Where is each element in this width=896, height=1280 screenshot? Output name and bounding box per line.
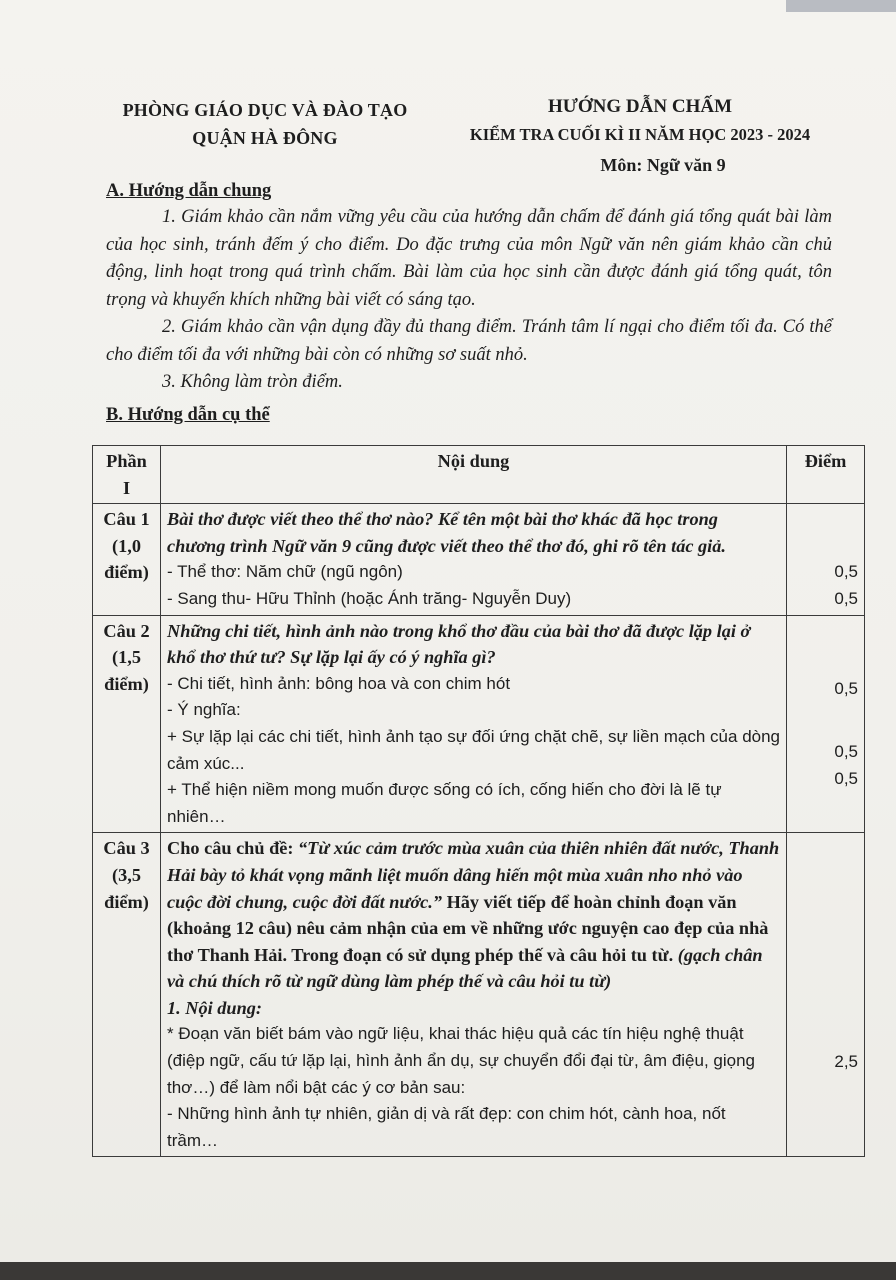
section-b-heading: B. Hướng dẫn cụ thể [106,405,270,425]
question-content [161,504,787,615]
part-header: Phần I [93,446,161,504]
answer-line: - Chi tiết, hình ảnh: bông hoa và con chim hót [167,673,511,693]
answer-line: + Thể hiện niềm mong muốn được sống có ích, cống hiến cho đời là lẽ tự nhiên… [167,780,722,826]
answer-line: * Đoạn văn biết bám vào ngữ liệu, khai thác hiệu quả các tín hiệu nghệ thuật (điệp ngữ, cấu tứ lặp lại, hình ảnh ẩn dụ, sự chuyển đổi đại từ, âm điệu, giọng thơ…) để làm nổi bật các ý cơ bản sau: [167,1024,756,1097]
table-row [93,615,865,833]
guideline-3: 3. Không làm tròn điểm. [162,372,343,392]
question-text: Cho câu chủ đề: “Từ xúc cảm trước mùa xuân của thiên nhiên đất nước, Thanh Hải bày tỏ khát vọng mãnh liệt muốn dâng hiến một mùa xuân nho nhỏ vào cuộc đời chung, cuộc đời đất nước.” Hãy viết tiếp để hoàn chỉnh đoạn văn (khoảng 12 câu) nêu cảm nhận của em về những ước nguyện cao đẹp của nhà thơ Thanh Hải. Trong đoạn có sử dụng phép thế và câu hỏi tu từ. (gạch chân và chú thích rõ từ ngữ dùng làm phép thế và câu hỏi tu từ) [167,838,780,992]
answer-line: - Ý nghĩa: [167,700,241,720]
answer-line: + Sự lặp lại các chi tiết, hình ảnh tạo sự đối ứng chặt chẽ, sự liền mạch của dòng cảm xúc... [167,726,781,773]
background-sheet [786,0,896,12]
document-header [440,92,840,182]
score-value: 0,5 [834,678,858,698]
score-value: 0,5 [834,562,858,582]
score-value: 0,5 [834,742,858,762]
content-subheading: 1. Nội dung: [167,997,262,1018]
guideline-2: 2. Giám khảo cần vận dụng đầy đủ thang điểm. Tránh tâm lí ngại cho điểm tối đa. Có thể cho điểm tối đa với những bài còn có những sơ suất nhỏ. [106,317,832,365]
score-cell [787,504,865,615]
table-row [93,504,865,615]
table-header-row [93,446,865,504]
score-value: 0,5 [834,768,858,788]
question-label: Câu 3 (3,5 điểm) [93,833,161,1157]
guideline-1: 1. Giám khảo cần nắm vững yêu cầu của hướng dẫn chấm để đánh giá tổng quát bài làm của học sinh, tránh đếm ý cho điểm. Do đặc trưng của môn Ngữ văn nên giám khảo cần chủ động, linh hoạt trong quá trình chấm. Bài làm của học sinh cần được đánh giá tổng quát, tôn trọng và khuyến khích những bài viết có sáng tạo. [106,207,832,310]
question-text: Những chi tiết, hình ảnh nào trong khổ thơ đầu của bài thơ đã được lặp lại ở khổ thơ thứ tư? Sự lặp lại ấy có ý nghĩa gì? [167,620,751,668]
table-row [93,833,865,1157]
answer-line: - Thể thơ: Năm chữ (ngũ ngôn) [167,562,403,582]
score-cell [787,833,865,1157]
score-value: 0,5 [834,588,858,608]
department-header [100,96,430,152]
grading-table [92,445,865,1157]
subject-name: Môn: Ngữ văn 9 [600,155,726,175]
section-a-heading: A. Hướng dẫn chung [106,181,272,201]
section-a-body [106,204,832,397]
question-text: Bài thơ được viết theo thể thơ nào? Kể tên một bài thơ khác đã học trong chương trình Ngữ văn 9 cũng được viết theo thể thơ đó, ghi rõ tên tác giả. [167,509,726,556]
exam-name: KIỂM TRA CUỐI KÌ II NĂM HỌC 2023 - 2024 [469,125,811,144]
content-header: Nội dung [161,446,787,504]
answer-line: - Những hình ảnh tự nhiên, giản dị và rất đẹp: con chim hót, cành hoa, nốt trầm… [167,1104,726,1150]
score-value: 2,5 [834,1052,858,1072]
district-name: QUẬN HÀ ĐÔNG [192,128,338,148]
question-content [161,833,787,1157]
question-content [161,615,787,833]
answer-line: - Sang thu- Hữu Thỉnh (hoặc Ánh trăng- Nguyễn Duy) [167,588,572,608]
question-label: Câu 1 (1,0 điểm) [93,504,161,615]
score-header: Điểm [787,446,865,504]
department-name: PHÒNG GIÁO DỤC VÀ ĐÀO TẠO [122,100,408,120]
question-label: Câu 2 (1,5 điểm) [93,615,161,833]
document-title: HƯỚNG DẪN CHẤM [548,96,732,117]
score-cell [787,615,865,833]
